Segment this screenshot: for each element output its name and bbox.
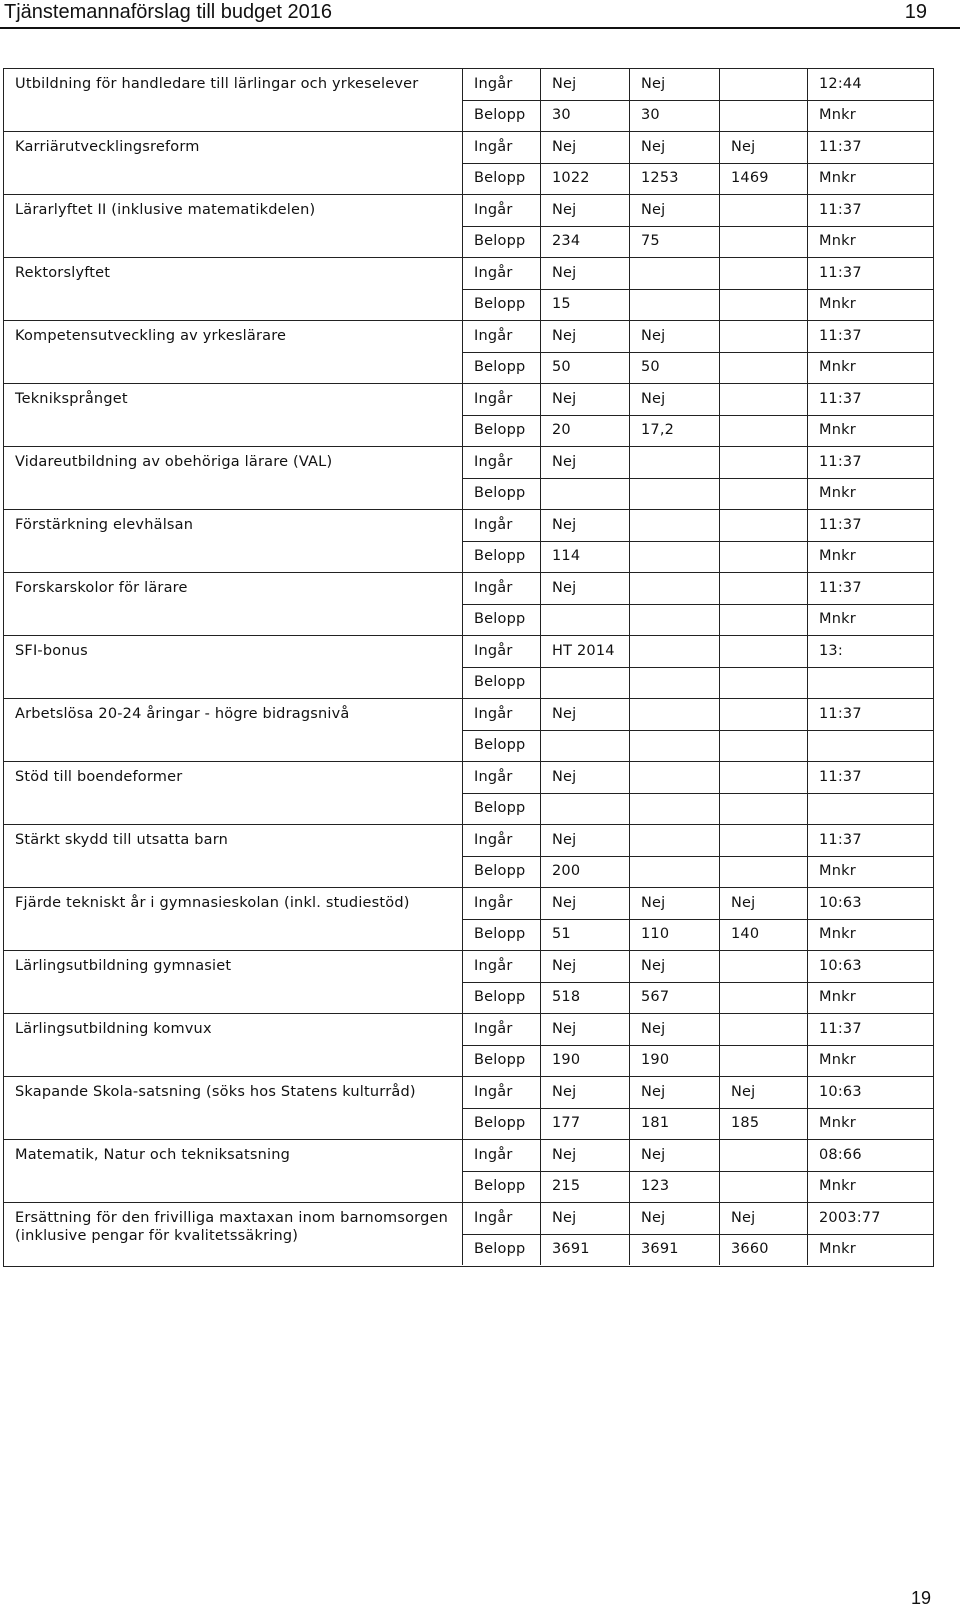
table-row [3,446,934,478]
cell-val3 [719,1171,807,1203]
cell-unit: Mnkr [819,359,856,376]
cell-unit: 10:63 [819,894,862,911]
cell-val2: 1253 [641,170,679,187]
cell-val3: 140 [731,926,760,943]
cell-val1: Nej [552,768,577,785]
cell-kind: Belopp [474,170,526,187]
cell-val3: 185 [731,1115,760,1132]
cell-val2 [629,446,719,478]
cell-val3 [719,856,807,888]
cell-val2: 17,2 [641,422,675,439]
header-page-number: 19 [904,1,927,23]
cell-unit: 11:37 [819,516,862,533]
cell-val1: 1022 [552,170,590,187]
cell-unit: 11:37 [819,579,862,596]
cell-val1 [540,604,629,636]
cell-val1: Nej [552,516,577,533]
cell-val3: Nej [731,138,756,155]
cell-val3 [719,572,807,604]
cell-unit: 10:63 [819,1083,862,1100]
cell-unit: 11:37 [819,831,862,848]
table-row [3,1202,934,1234]
measure-name: Kompetensutveckling av yrkeslärare [15,328,287,344]
cell-val2: 50 [641,359,660,376]
cell-unit [807,667,934,699]
measure-name: Forskarskolor för lärare [15,580,188,596]
table-row [3,887,934,919]
cell-val3 [719,383,807,415]
cell-val3 [719,698,807,730]
cell-val3: Nej [731,1209,756,1226]
cell-val3 [719,982,807,1014]
cell-val3 [719,478,807,510]
cell-val1: Nej [552,1209,577,1226]
cell-val3 [719,289,807,321]
cell-val1 [540,667,629,699]
cell-unit: 11:37 [819,768,862,785]
cell-val1: Nej [552,831,577,848]
cell-val3 [719,1139,807,1171]
cell-val1: 215 [552,1178,581,1195]
cell-val1: 51 [552,926,571,943]
cell-val3 [719,194,807,226]
cell-val3: 3660 [731,1241,769,1258]
cell-unit: 11:37 [819,201,862,218]
cell-kind: Belopp [474,1052,526,1069]
cell-val2: 181 [641,1115,670,1132]
cell-unit: Mnkr [819,548,856,565]
cell-unit [807,793,934,825]
cell-val1: Nej [552,894,577,911]
cell-val3 [719,352,807,384]
cell-val3 [719,415,807,447]
cell-val3 [719,1013,807,1045]
measure-name: Karriärutvecklingsreform [15,139,200,155]
cell-val1: Nej [552,705,577,722]
table-row [3,131,934,163]
table-row [3,383,934,415]
cell-val3 [719,541,807,573]
cell-val3 [719,604,807,636]
cell-val2 [629,824,719,856]
cell-unit: Mnkr [819,611,856,628]
table-row [3,68,934,100]
cell-val2: Nej [641,75,666,92]
cell-val1: Nej [552,75,577,92]
cell-unit: 2003:77 [819,1209,881,1226]
cell-val3 [719,509,807,541]
cell-val1 [540,478,629,510]
cell-kind: Ingår [474,768,513,785]
cell-val1 [540,793,629,825]
cell-unit: Mnkr [819,233,856,250]
cell-val2: 75 [641,233,660,250]
cell-unit: 11:37 [819,1020,862,1037]
cell-kind: Ingår [474,75,513,92]
cell-kind: Belopp [474,296,526,313]
cell-unit: Mnkr [819,989,856,1006]
measure-name: Rektorslyftet [15,265,111,281]
cell-val3 [719,793,807,825]
cell-val2: Nej [641,957,666,974]
cell-val1: 177 [552,1115,581,1132]
table-row [3,698,934,730]
cell-val2: 110 [641,926,670,943]
cell-val3 [719,761,807,793]
cell-kind: Belopp [474,926,526,943]
cell-val2 [629,698,719,730]
cell-unit: 11:37 [819,705,862,722]
cell-kind: Belopp [474,107,526,124]
cell-unit: Mnkr [819,485,856,502]
cell-val2 [629,856,719,888]
cell-kind: Ingår [474,1020,513,1037]
cell-val1: Nej [552,957,577,974]
cell-val1: 234 [552,233,581,250]
cell-val2: 190 [641,1052,670,1069]
cell-val1: Nej [552,1020,577,1037]
measure-name: Fjärde tekniskt år i gymnasieskolan (inkl. studiestöd) [15,895,410,911]
cell-unit: 12:44 [819,75,862,92]
cell-unit [807,730,934,762]
cell-kind: Belopp [474,422,526,439]
measure-name: Stöd till boendeformer [15,769,183,785]
cell-val3 [719,730,807,762]
cell-val1: 30 [552,107,571,124]
table-row [3,635,934,667]
cell-kind: Ingår [474,1209,513,1226]
cell-val2: 567 [641,989,670,1006]
cell-val2 [629,478,719,510]
measure-name: Vidareutbildning av obehöriga lärare (VAL) [15,454,333,470]
page-header [0,0,960,28]
measure-name: Lärarlyftet II (inklusive matematikdelen) [15,202,316,218]
cell-val2 [629,730,719,762]
cell-val2: Nej [641,894,666,911]
cell-val1: 200 [552,863,581,880]
cell-val3: 1469 [731,170,769,187]
cell-val2 [629,541,719,573]
cell-val3 [719,667,807,699]
table-row [3,1139,934,1171]
table-row [3,1076,934,1108]
cell-val2: 3691 [641,1241,679,1258]
measure-name: Ersättning för den frivilliga maxtaxan inom barnomsorgen (inklusive pengar för kvalitetssäkring) [15,1210,448,1244]
cell-val1: 20 [552,422,571,439]
cell-val1: 518 [552,989,581,1006]
measure-name: Tekniksprånget [15,391,128,407]
cell-kind: Ingår [474,453,513,470]
cell-val1: 190 [552,1052,581,1069]
cell-unit: Mnkr [819,1178,856,1195]
document-title: Tjänstemannaförslag till budget 2016 [4,1,332,23]
table-row [3,824,934,856]
cell-val2: Nej [641,201,666,218]
cell-val2: Nej [641,1209,666,1226]
cell-val2 [629,572,719,604]
cell-kind: Ingår [474,831,513,848]
cell-kind: Belopp [474,548,526,565]
cell-kind: Ingår [474,1083,513,1100]
cell-val1: Nej [552,264,577,281]
cell-kind: Ingår [474,957,513,974]
cell-kind: Belopp [474,863,526,880]
cell-kind: Belopp [474,674,526,691]
cell-val2: Nej [641,1083,666,1100]
cell-val3 [719,824,807,856]
measure-name: Arbetslösa 20-24 åringar - högre bidragsnivå [15,706,350,722]
cell-unit: 08:66 [819,1146,862,1163]
cell-val2: Nej [641,1020,666,1037]
cell-val3 [719,950,807,982]
cell-kind: Belopp [474,800,526,817]
cell-kind: Belopp [474,611,526,628]
cell-val3: Nej [731,894,756,911]
cell-kind: Ingår [474,1146,513,1163]
table-row [3,761,934,793]
table-row [3,572,934,604]
cell-kind: Belopp [474,485,526,502]
cell-val2 [629,604,719,636]
cell-val2 [629,257,719,289]
cell-unit: 11:37 [819,327,862,344]
cell-kind: Ingår [474,579,513,596]
cell-kind: Belopp [474,359,526,376]
cell-kind: Ingår [474,390,513,407]
cell-val3 [719,1045,807,1077]
cell-val2 [629,667,719,699]
cell-val3 [719,68,807,100]
cell-kind: Belopp [474,233,526,250]
cell-unit: Mnkr [819,1241,856,1258]
cell-unit: 11:37 [819,138,862,155]
table-row [3,509,934,541]
cell-kind: Ingår [474,894,513,911]
cell-kind: Ingår [474,327,513,344]
cell-val2 [629,289,719,321]
cell-kind: Ingår [474,705,513,722]
cell-val1: 3691 [552,1241,590,1258]
table-row [3,194,934,226]
cell-unit: Mnkr [819,422,856,439]
measure-name: Lärlingsutbildning komvux [15,1021,212,1037]
cell-val3 [719,100,807,132]
cell-val3 [719,446,807,478]
header-rule [0,27,960,29]
footer-page-number: 19 [910,1588,931,1608]
cell-val1: 15 [552,296,571,313]
cell-val1: Nej [552,1146,577,1163]
cell-val1: HT 2014 [552,642,615,659]
cell-val3 [719,226,807,258]
cell-unit: Mnkr [819,1052,856,1069]
cell-kind: Ingår [474,516,513,533]
cell-val1: Nej [552,453,577,470]
cell-unit: 11:37 [819,453,862,470]
measure-name: Matematik, Natur och tekniksatsning [15,1147,291,1163]
cell-kind: Belopp [474,737,526,754]
cell-kind: Belopp [474,1241,526,1258]
measure-name: Skapande Skola-satsning (söks hos Statens kulturråd) [15,1084,416,1100]
cell-unit: 11:37 [819,390,862,407]
cell-val2: Nej [641,390,666,407]
table-row [3,1013,934,1045]
cell-val3 [719,320,807,352]
cell-kind: Belopp [474,1115,526,1132]
cell-val1: Nej [552,579,577,596]
cell-kind: Ingår [474,201,513,218]
cell-val2: 123 [641,1178,670,1195]
table-row [3,320,934,352]
cell-unit: Mnkr [819,107,856,124]
cell-val3 [719,257,807,289]
cell-val1: Nej [552,390,577,407]
table-row [3,257,934,289]
cell-unit: Mnkr [819,1115,856,1132]
measure-name: Utbildning för handledare till lärlingar och yrkeselever [15,76,419,92]
cell-kind: Belopp [474,989,526,1006]
table-row [3,950,934,982]
cell-kind: Ingår [474,138,513,155]
cell-val3 [719,635,807,667]
cell-kind: Belopp [474,1178,526,1195]
cell-val2: 30 [641,107,660,124]
cell-kind: Ingår [474,264,513,281]
cell-val2 [629,761,719,793]
measure-name: Lärlingsutbildning gymnasiet [15,958,232,974]
cell-val2 [629,793,719,825]
cell-val2 [629,509,719,541]
cell-val1: 50 [552,359,571,376]
measure-name: Förstärkning elevhälsan [15,517,194,533]
cell-val1: Nej [552,201,577,218]
measure-name: SFI-bonus [15,643,88,659]
cell-val1: Nej [552,138,577,155]
cell-val1 [540,730,629,762]
cell-val3: Nej [731,1083,756,1100]
measure-name: Stärkt skydd till utsatta barn [15,832,229,848]
cell-kind: Ingår [474,642,513,659]
cell-val2: Nej [641,1146,666,1163]
cell-unit: 11:37 [819,264,862,281]
cell-unit: Mnkr [819,170,856,187]
cell-val1: 114 [552,548,581,565]
cell-unit: Mnkr [819,296,856,313]
cell-unit: Mnkr [819,863,856,880]
cell-unit: Mnkr [819,926,856,943]
cell-val2 [629,635,719,667]
cell-val2: Nej [641,138,666,155]
cell-val1: Nej [552,327,577,344]
cell-unit: 13: [819,642,843,659]
budget-table [3,68,934,1265]
cell-unit: 10:63 [819,957,862,974]
cell-val2: Nej [641,327,666,344]
cell-val1: Nej [552,1083,577,1100]
